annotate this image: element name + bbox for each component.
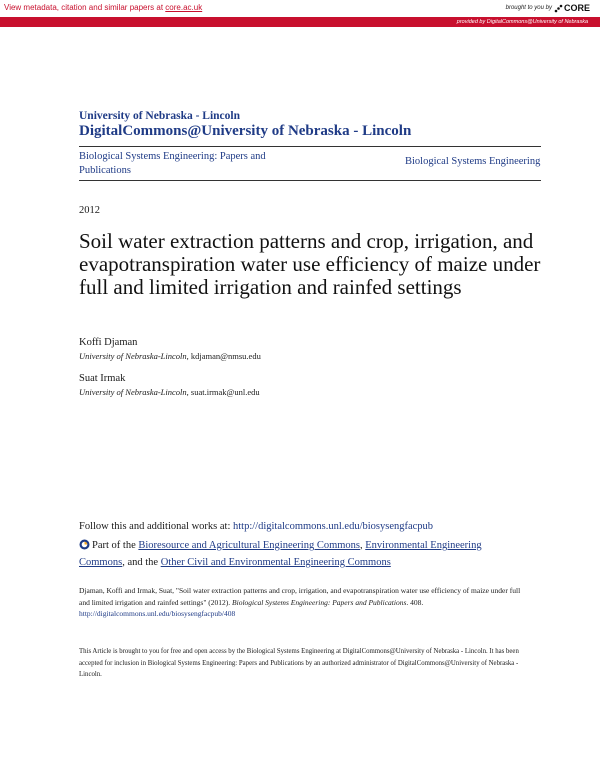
core-logo-icon [554,4,563,13]
author-affiliation [79,387,260,397]
affiliation-name: University of Nebraska-Lincoln [79,387,187,397]
author-affiliation [79,351,261,361]
commons-link-bioresource[interactable]: Bioresource and Agricultural Engineering Commons [138,540,360,551]
publication-year: 2012 [79,205,100,216]
citation-text: Djaman, Koffi and Irmak, Suat, "Soil water extraction patterns and crop, irrigation, and evapotranspiration water use efficiency of maize under full and limited irrigation and rainfed settings" (2012). [79,586,521,607]
access-notice: This Article is brought to you for free and open access by the Biological Systems Engineering at DigitalCommons@University of Nebraska - Lincoln. It has been accepted for inclusion in Biological Systems Engineering: Papers and Publications by an authorized administrator of DigitalCommons@University of Nebraska - Lincoln. [79,648,519,678]
core-metadata-link[interactable] [4,3,202,13]
brought-to-you [506,3,590,13]
part-of-prefix: Part of the [92,540,139,551]
core-logo[interactable] [554,3,590,13]
collection-link[interactable]: Biological Systems Engineering: Papers and Publications [79,151,266,176]
follow-label: Follow this and additional works at: [79,521,233,532]
department-link[interactable]: Biological Systems Engineering [405,156,541,167]
brought-text: brought to you by [505,5,552,11]
recommended-citation [79,585,531,620]
paper-title: Soil water extraction patterns and crop, irrigation, and evapotranspiration water use efficiency of maize under full and limited irrigation and rainfed settings [79,229,541,299]
part-of-separator: , [360,540,366,551]
affiliation-name: University of Nebraska-Lincoln [79,351,187,361]
part-of-separator: , and the [122,557,161,568]
divider-top [79,146,541,147]
core-ac-uk-link[interactable]: core.ac.uk [165,3,203,12]
part-of-commons [79,538,519,570]
divider-bottom [79,180,541,181]
open-access-icon [79,539,90,555]
follow-link[interactable]: http://digitalcommons.unl.edu/biosysengfacpub [233,521,434,532]
author-name: Koffi Djaman [79,337,138,348]
provided-by-text: provided by DigitalCommons@University of Nebraska [456,19,588,25]
core-banner [0,0,600,27]
author-email[interactable]: , kdjaman@nmsu.edu [186,351,261,361]
citation-url-link[interactable]: http://digitalcommons.unl.edu/biosysengfacpub/408 [79,609,236,618]
citation-number: . 408. [406,597,424,607]
university-link[interactable]: University of Nebraska - Lincoln [79,110,240,122]
follow-line [79,521,433,532]
core-link-prefix: View metadata, citation and similar papers at [4,3,166,12]
repository-link[interactable]: DigitalCommons@University of Nebraska - Lincoln [79,123,412,139]
commons-link-environmental[interactable]: Environmental Engineering Commons [79,540,482,568]
core-logo-text: CORE [563,3,590,13]
author-email[interactable]: , suat.irmak@unl.edu [186,387,260,397]
author-name: Suat Irmak [79,373,126,384]
citation-journal: Biological Systems Engineering: Papers and Publications [232,597,407,607]
commons-link-civil[interactable]: Other Civil and Environmental Engineering Commons [160,557,391,568]
